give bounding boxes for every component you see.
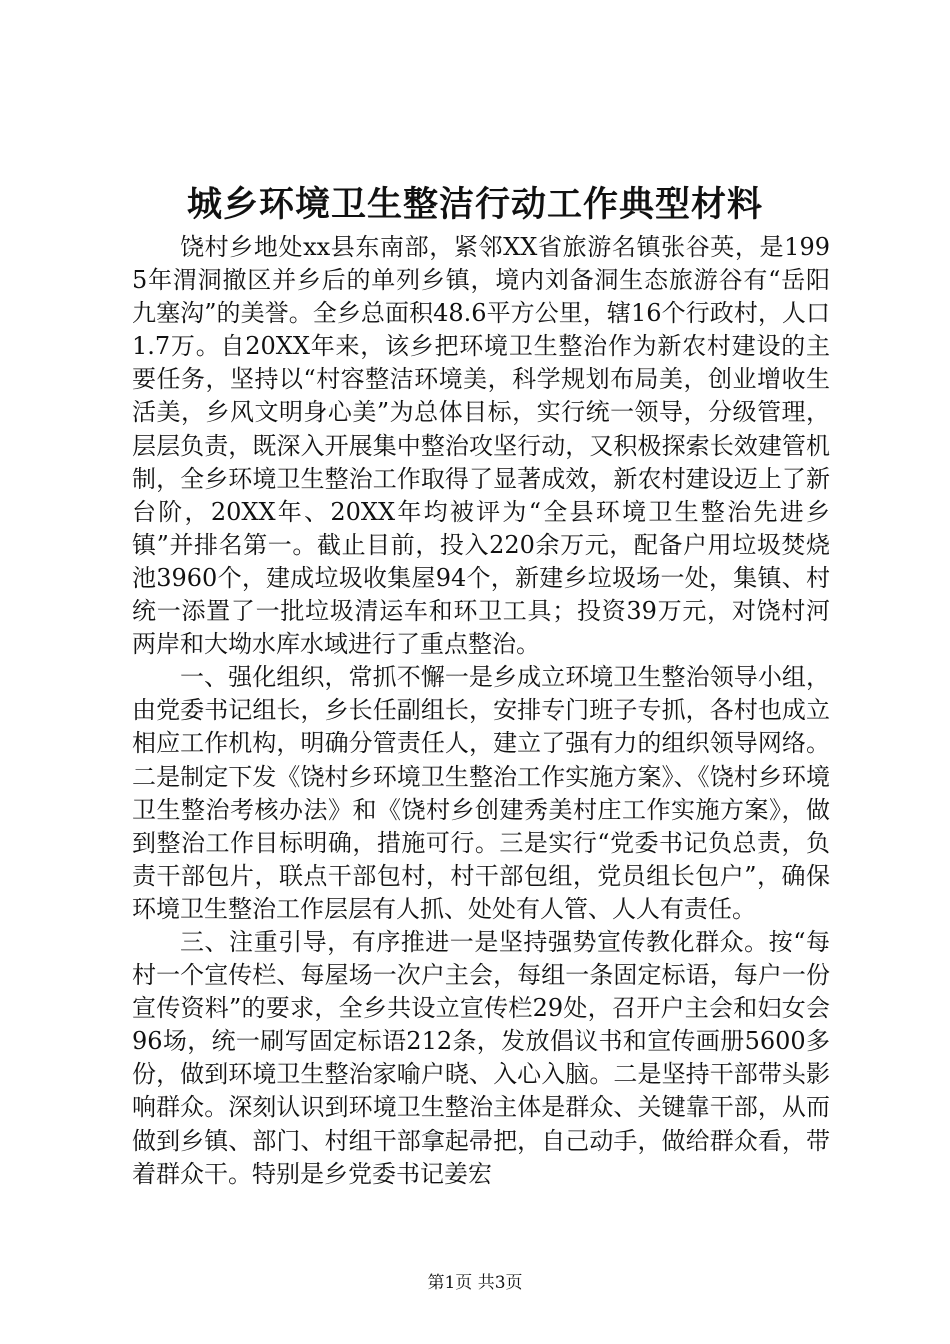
document-body: [132, 231, 830, 1191]
page-number-footer: 第1页 共3页: [427, 1273, 523, 1293]
paragraph-guidance: 三、注重引导，有序推进一是坚持强势宣传教化群众。按“每村一个宣传栏、每屋场一次户主会，每组一条固定标语，每户一份宣传资料”的要求，全乡共设立宣传栏29处，召开户主会和妇女会96场，统一刷写固定标语212条，发放倡议书和宣传画册5600多份，做到环境卫生整治家喻户晓、入心入脑。二是坚持干部带头影响群众。深刻认识到环境卫生整治主体是群众、关键靠干部，从而做到乡镇、部门、村组干部拿起帚把，自己动手，做给群众看，带着群众干。特别是乡党委书记姜宏: [132, 927, 830, 1188]
paragraph-intro: 饶村乡地处xx县东南部，紧邻XX省旅游名镇张谷英，是1995年渭洞撤区并乡后的单列乡镇，境内刘备洞生态旅游谷有“岳阳九塞沟”的美誉。全乡总面积48.6平方公里，辖16个行政村，人口1.7万。自20XX年来，该乡把环境卫生整治作为新农村建设的主要任务，坚持以“村容整洁环境美，科学规划布局美，创业增收生活美，乡风文明身心美”为总体目标，实行统一领导，分级管理，层层负责，既深入开展集中整治攻坚行动，又积极探索长效建管机制，全乡环境卫生整治工作取得了显著成效，新农村建设迈上了新台阶，20XX年、20XX年均被评为“全县环境卫生整治先进乡镇”并排名第一。截止目前，投入220余万元，配备户用垃圾焚烧池3960个，建成垃圾收集屋94个，新建乡垃圾场一处，集镇、村统一添置了一批垃圾清运车和环卫工具；投资39万元，对饶村河两岸和大坳水库水域进行了重点整治。: [132, 233, 830, 659]
paragraph-organization: 一、强化组织，常抓不懈一是乡成立环境卫生整治领导小组，由党委书记组长，乡长任副组长，安排专门班子专抓，各村也成立相应工作机构，明确分管责任人，建立了强有力的组织领导网络。二是制定下发《饶村乡环境卫生整治工作实施方案》、《饶村乡环境卫生整治考核办法》和《饶村乡创建秀美村庄工作实施方案》，做到整治工作目标明确，措施可行。三是实行“党委书记负总责，负责干部包片，联点干部包村，村干部包组，党员组长包户”，确保环境卫生整治工作层层有人抓、处处有人管、人人有责任。: [132, 663, 830, 923]
document-title: 城乡环境卫生整洁行动工作典型材料: [186, 184, 763, 225]
